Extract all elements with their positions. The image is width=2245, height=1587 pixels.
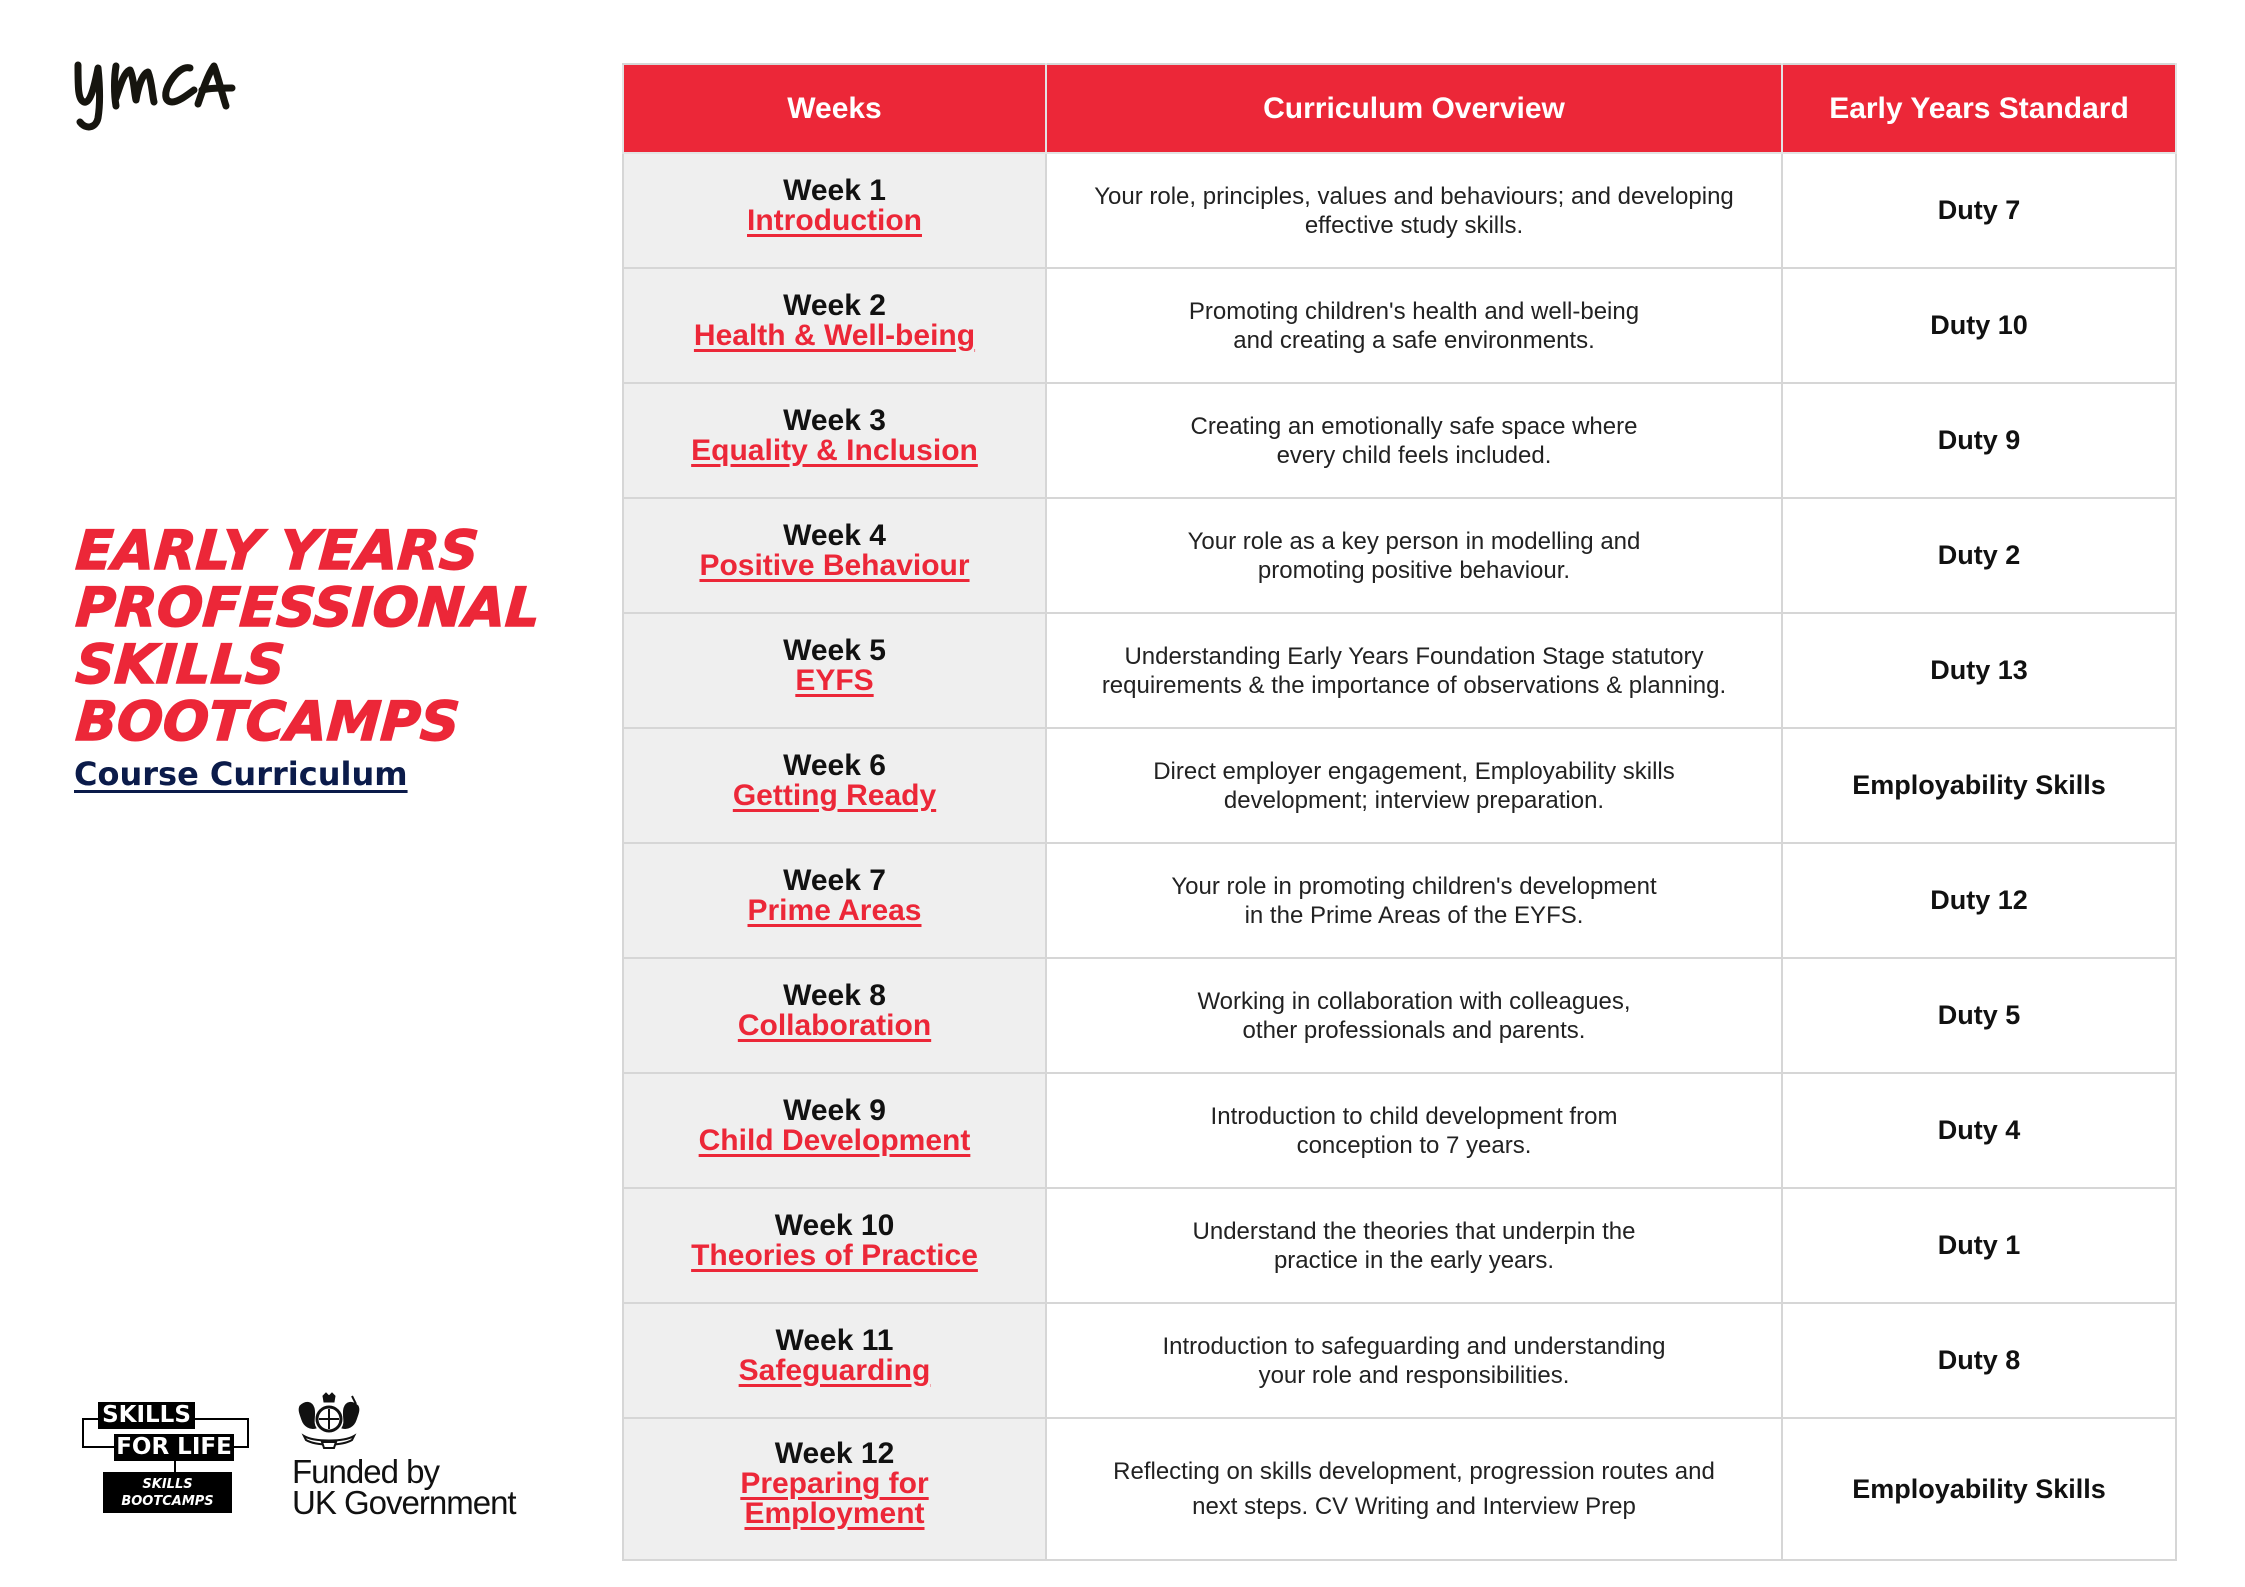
overview-line: Understand the theories that underpin the xyxy=(1192,1217,1636,1245)
week-inner xyxy=(624,1323,1045,1396)
overview-line: other professionals and parents. xyxy=(1242,1016,1586,1044)
overview-cell xyxy=(1046,843,1782,958)
week-cell xyxy=(623,498,1046,613)
overview-text xyxy=(1094,182,1734,240)
week-cell xyxy=(623,153,1046,268)
logo-for-life-text: FOR LIFE xyxy=(114,1434,234,1461)
topic-link[interactable]: Positive Behaviour xyxy=(699,548,970,582)
week-label: Week 6 xyxy=(783,748,886,782)
overview-line: effective study skills. xyxy=(1304,211,1524,239)
week-inner xyxy=(624,1208,1045,1281)
week-cell xyxy=(623,1073,1046,1188)
week-cell xyxy=(623,958,1046,1073)
overview-line: Understanding Early Years Foundation Stage statutory xyxy=(1124,642,1704,670)
overview-text xyxy=(1113,1454,1715,1524)
overview-cell xyxy=(1046,383,1782,498)
week-inner xyxy=(624,863,1045,936)
overview-line: Your role, principles, values and behaviours; and developing xyxy=(1094,182,1734,210)
week-label: Week 3 xyxy=(783,403,886,437)
topic-link[interactable]: Equality & Inclusion xyxy=(691,433,978,467)
week-label: Week 5 xyxy=(783,633,886,667)
standard-text: Employability Skills xyxy=(1852,1473,2106,1504)
week-label: Week 11 xyxy=(775,1323,894,1357)
table-row xyxy=(623,498,2176,613)
topic-link[interactable]: Collaboration xyxy=(737,1008,932,1042)
standard-cell xyxy=(1782,728,2176,843)
overview-line: Introduction to child development from xyxy=(1210,1102,1618,1130)
ymca-logo xyxy=(72,58,272,138)
standard-text: Duty 8 xyxy=(1937,1345,2021,1375)
week-label: Week 9 xyxy=(783,1093,886,1127)
standard-cell xyxy=(1782,958,2176,1073)
overview-line: every child feels included. xyxy=(1276,441,1552,469)
overview-text xyxy=(1188,527,1641,585)
standard-text: Duty 1 xyxy=(1937,1230,2021,1260)
overview-line: practice in the early years. xyxy=(1273,1246,1555,1274)
week-label: Week 12 xyxy=(774,1437,895,1470)
overview-line: promoting positive behaviour. xyxy=(1257,556,1571,584)
overview-line: your role and responsibilities. xyxy=(1258,1361,1570,1389)
title-line: PROFESSIONAL xyxy=(73,576,543,639)
overview-line: in the Prime Areas of the EYFS. xyxy=(1244,901,1584,929)
title-block xyxy=(73,519,594,794)
week-label: Week 2 xyxy=(783,288,886,322)
overview-text xyxy=(1197,987,1630,1045)
week-cell xyxy=(623,843,1046,958)
week-cell xyxy=(623,1418,1046,1560)
overview-line: Working in collaboration with colleagues, xyxy=(1197,987,1631,1015)
overview-text xyxy=(1193,1217,1636,1275)
standard-cell xyxy=(1782,1188,2176,1303)
royal-crest-icon xyxy=(294,1392,364,1450)
overview-text xyxy=(1102,642,1726,700)
standard-cell xyxy=(1782,383,2176,498)
header-early-years-standard: Early Years Standard xyxy=(1782,64,2176,153)
standard-text: Duty 4 xyxy=(1937,1115,2021,1145)
week-inner xyxy=(624,288,1045,361)
week-inner xyxy=(624,1093,1045,1166)
overview-cell xyxy=(1046,153,1782,268)
overview-cell xyxy=(1046,1418,1782,1560)
overview-line: conception to 7 years. xyxy=(1296,1131,1532,1159)
overview-cell xyxy=(1046,728,1782,843)
topic-link[interactable]: Health & Well-being xyxy=(693,318,976,352)
table-row xyxy=(623,1418,2176,1560)
course-curriculum-link[interactable]: Course Curriculum xyxy=(74,755,408,793)
overview-line: Your role as a key person in modelling and xyxy=(1187,527,1641,555)
table-row xyxy=(623,958,2176,1073)
standard-text: Duty 10 xyxy=(1930,310,2028,340)
overview-line: Introduction to safeguarding and understanding xyxy=(1162,1332,1666,1360)
week-cell xyxy=(623,268,1046,383)
standard-cell xyxy=(1782,1303,2176,1418)
table-header-row xyxy=(623,64,2176,153)
week-label: Week 4 xyxy=(783,518,886,552)
standard-cell xyxy=(1782,843,2176,958)
title-line: BOOTCAMPS xyxy=(73,690,462,753)
topic-link[interactable]: Child Development xyxy=(698,1123,971,1157)
topic-link[interactable]: Safeguarding xyxy=(738,1353,931,1387)
week-cell xyxy=(623,613,1046,728)
week-inner xyxy=(624,1439,1045,1539)
overview-cell xyxy=(1046,1073,1782,1188)
overview-cell xyxy=(1046,1188,1782,1303)
table-row xyxy=(623,383,2176,498)
week-inner xyxy=(624,633,1045,706)
overview-cell xyxy=(1046,1303,1782,1418)
week-inner xyxy=(624,518,1045,591)
overview-line: Direct employer engagement, Employability skills xyxy=(1153,757,1675,785)
topic-link[interactable]: Prime Areas xyxy=(747,893,922,927)
funded-by-uk-government xyxy=(292,1453,516,1521)
logo-bootcamps-line2: BOOTCAMPS xyxy=(121,1494,214,1509)
overview-text xyxy=(1191,412,1638,470)
table-row xyxy=(623,268,2176,383)
standard-cell xyxy=(1782,153,2176,268)
header-weeks: Weeks xyxy=(623,64,1046,153)
table-body xyxy=(623,153,2176,1560)
funded-line1: Funded by xyxy=(292,1453,439,1490)
topic-link[interactable]: Getting Ready xyxy=(732,778,937,812)
table-row xyxy=(623,1073,2176,1188)
week-label: Week 10 xyxy=(774,1208,895,1242)
week-cell xyxy=(623,1188,1046,1303)
week-inner xyxy=(624,978,1045,1051)
overview-cell xyxy=(1046,613,1782,728)
standard-text: Duty 12 xyxy=(1930,885,2028,915)
table-row xyxy=(623,1303,2176,1418)
overview-line: Reflecting on skills development, progression routes and xyxy=(1113,1458,1715,1485)
standard-text: Duty 9 xyxy=(1937,425,2021,455)
overview-line: requirements & the importance of observations & planning. xyxy=(1101,671,1727,699)
logo-bootcamps-line1: SKILLS xyxy=(142,1477,193,1492)
overview-line: development; interview preparation. xyxy=(1223,786,1605,814)
topic-link[interactable]: Preparing for Employment xyxy=(740,1467,929,1530)
week-cell xyxy=(623,383,1046,498)
table-row xyxy=(623,1188,2176,1303)
table-row xyxy=(623,153,2176,268)
standard-text: Duty 2 xyxy=(1937,540,2021,570)
standard-cell xyxy=(1782,268,2176,383)
overview-line: and creating a safe environments. xyxy=(1233,326,1595,354)
funded-line2: UK Government xyxy=(292,1484,516,1521)
standard-cell xyxy=(1782,1418,2176,1560)
table-row xyxy=(623,843,2176,958)
week-inner xyxy=(624,173,1045,246)
standard-text: Employability Skills xyxy=(1852,770,2106,800)
standard-text: Duty 5 xyxy=(1937,1000,2021,1030)
topic-link[interactable]: EYFS xyxy=(795,663,874,697)
overview-line: Your role in promoting children's development xyxy=(1171,872,1657,900)
week-inner xyxy=(624,403,1045,476)
table-row xyxy=(623,613,2176,728)
logo-bootcamps-box xyxy=(103,1472,232,1513)
logo-skills-text: SKILLS xyxy=(98,1402,195,1429)
standard-cell xyxy=(1782,613,2176,728)
week-label: Week 8 xyxy=(783,978,886,1012)
header-curriculum-overview: Curriculum Overview xyxy=(1046,64,1782,153)
week-inner xyxy=(624,748,1045,821)
overview-text xyxy=(1211,1102,1618,1160)
curriculum-table xyxy=(622,63,2177,1561)
overview-text xyxy=(1189,297,1639,355)
topic-link[interactable]: Introduction xyxy=(747,203,922,237)
skills-for-life-logo xyxy=(82,1400,254,1516)
table-row xyxy=(623,728,2176,843)
overview-text xyxy=(1153,757,1675,815)
title-line: SKILLS xyxy=(73,633,287,696)
overview-line: Creating an emotionally safe space where xyxy=(1190,412,1638,440)
standard-text: Duty 7 xyxy=(1937,195,2021,225)
week-cell xyxy=(623,1303,1046,1418)
overview-cell xyxy=(1046,958,1782,1073)
standard-cell xyxy=(1782,1073,2176,1188)
week-label: Week 7 xyxy=(783,863,886,897)
overview-cell xyxy=(1046,498,1782,613)
overview-text xyxy=(1162,1332,1665,1390)
standard-text: Duty 13 xyxy=(1930,655,2028,685)
overview-text xyxy=(1171,872,1656,930)
week-label: Week 1 xyxy=(783,173,886,207)
topic-link[interactable]: Theories of Practice xyxy=(691,1238,978,1272)
title-line: EARLY YEARS xyxy=(73,519,481,582)
overview-line: next steps. CV Writing and Interview Prep xyxy=(1192,1493,1636,1520)
overview-line: Promoting children's health and well-being xyxy=(1188,297,1640,325)
standard-cell xyxy=(1782,498,2176,613)
overview-cell xyxy=(1046,268,1782,383)
week-cell xyxy=(623,728,1046,843)
logo-connector xyxy=(174,1461,176,1472)
